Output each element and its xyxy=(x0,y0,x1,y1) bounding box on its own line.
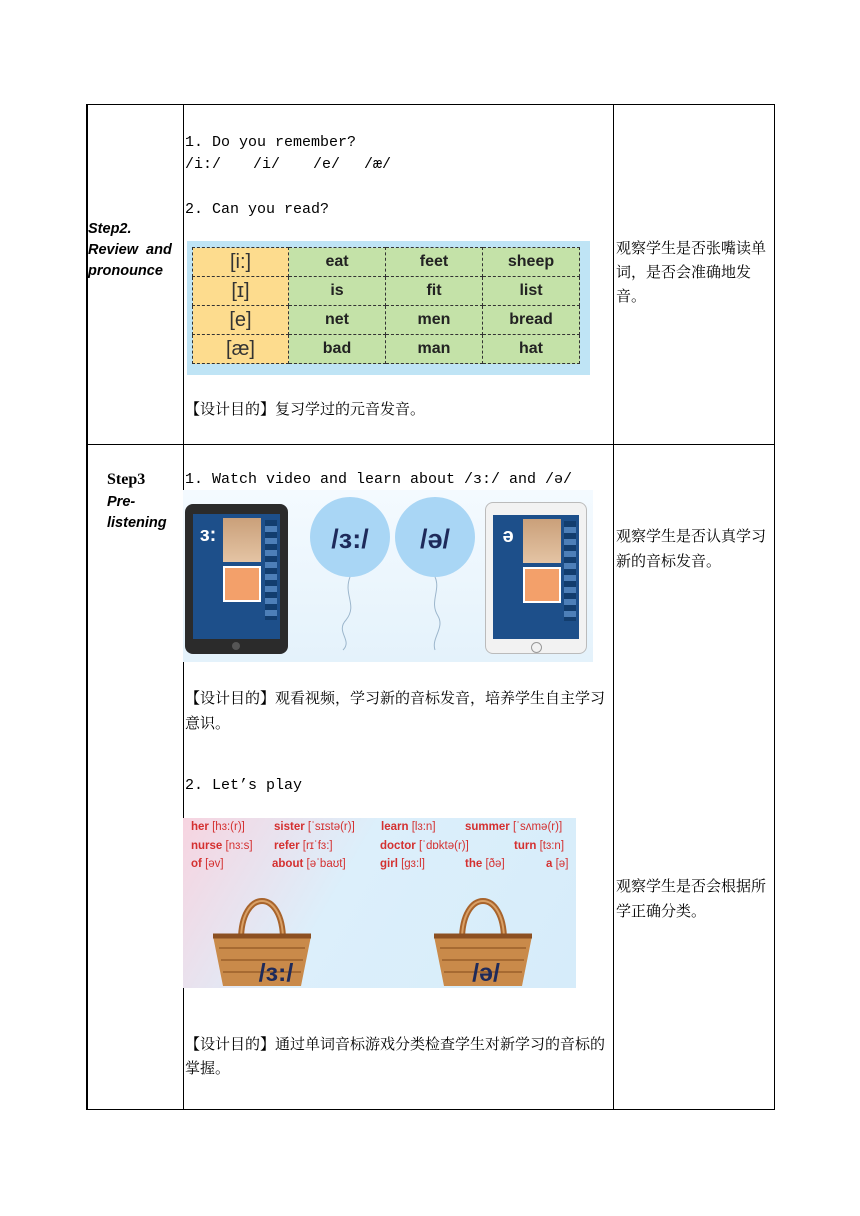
game-word: a [ə] xyxy=(546,858,569,870)
baskets xyxy=(183,818,576,988)
balloon-label: /ɜ:/ xyxy=(331,524,369,554)
step3-observation2: 观察学生是否会根据所学正确分类。 xyxy=(616,877,767,920)
step3-title: Step3 xyxy=(107,471,146,488)
game-word: learn [lɜ:n] xyxy=(381,821,436,833)
mouth-diagram xyxy=(523,567,561,603)
table-bottom-border xyxy=(86,1109,775,1110)
word-cell: hat xyxy=(483,335,580,364)
step3-purpose2: 【设计目的】通过单词音标游戏分类检查学生对新学习的音标的掌握。 xyxy=(185,1035,606,1077)
phonetic-symbol: [i:] xyxy=(193,248,289,277)
game-word: summer [ˈsʌmə(r)] xyxy=(465,821,563,833)
step2-purpose: 【设计目的】复习学过的元音发音。 xyxy=(185,400,426,418)
step2-item2: 2. Can you read? xyxy=(185,201,330,218)
word-cell: bad xyxy=(289,335,386,364)
step2-observation: 观察学生是否张嘴读单词，是否会准确地发音。 xyxy=(616,239,767,305)
word-cell: sheep xyxy=(483,248,580,277)
vowel: /æ/ xyxy=(364,156,392,173)
game-word: of [əv] xyxy=(191,858,224,870)
step2-item1: 1. Do you remember? xyxy=(185,134,357,151)
phonics-table-picture xyxy=(187,241,590,375)
tablet-light xyxy=(485,502,587,654)
phonetic-symbol: [ɪ] xyxy=(193,277,289,306)
word-cell: eat xyxy=(289,248,386,277)
word-cell: man xyxy=(386,335,483,364)
tablet-symbol: ɜ: xyxy=(199,524,217,546)
word-cell: net xyxy=(289,306,386,335)
word-cell: fit xyxy=(386,277,483,306)
word-cell: feet xyxy=(386,248,483,277)
tablet-symbol: ə xyxy=(502,525,514,547)
vowel: /i:/ xyxy=(185,156,222,173)
step2-label: Step2. Review and pronounce xyxy=(88,221,172,279)
step3-label: Pre- listening xyxy=(107,494,167,531)
game-word: nurse [nɜ:s] xyxy=(191,840,253,852)
game-word: turn [tɜ:n] xyxy=(514,840,565,852)
basket-label: /ɜ:/ xyxy=(258,959,294,987)
game-word: sister [ˈsɪstə(r)] xyxy=(274,821,355,833)
game-word: about [əˈbaʊt] xyxy=(272,858,346,870)
table-row xyxy=(193,335,580,364)
word-cell: men xyxy=(386,306,483,335)
sorting-game-picture xyxy=(183,818,576,988)
video-picture xyxy=(183,490,593,662)
phonetic-symbol: [æ] xyxy=(193,335,289,364)
row-divider xyxy=(86,444,775,445)
table-row xyxy=(193,306,580,335)
game-word: refer [rɪˈfɜ:] xyxy=(274,840,333,852)
game-word: doctor [ˈdɒktə(r)] xyxy=(380,840,469,852)
word-cell: bread xyxy=(483,306,580,335)
teacher-photo xyxy=(523,519,561,563)
phonetic-symbol: [e] xyxy=(193,306,289,335)
table-top-border xyxy=(86,104,775,105)
step3-item1: 1. Watch video and learn about /ɜ:/ and /ə/ xyxy=(185,471,573,488)
vowel: /e/ xyxy=(313,156,341,173)
step3-purpose1: 【设计目的】观看视频，学习新的音标发音，培养学生自主学习意识。 xyxy=(185,689,606,732)
col-divider-2 xyxy=(613,104,614,1110)
phonics-table xyxy=(192,247,580,364)
word-cell: list xyxy=(483,277,580,306)
step3-observation1: 观察学生是否认真学习新的音标发音。 xyxy=(616,527,767,570)
game-word: girl [gɜ:l] xyxy=(380,858,425,870)
table-row xyxy=(193,277,580,306)
table-row xyxy=(193,248,580,277)
vowel-list xyxy=(185,156,391,173)
balloon-label: /ə/ xyxy=(419,524,451,554)
basket-label: /ə/ xyxy=(472,959,500,987)
game-word: the [ðə] xyxy=(465,858,505,870)
vowel: /i/ xyxy=(253,156,281,173)
table-right-border xyxy=(774,104,775,1110)
word-cell: is xyxy=(289,277,386,306)
step3-item2: 2. Let’s play xyxy=(185,777,303,794)
game-word: her [hɜ:(r)] xyxy=(191,821,245,833)
